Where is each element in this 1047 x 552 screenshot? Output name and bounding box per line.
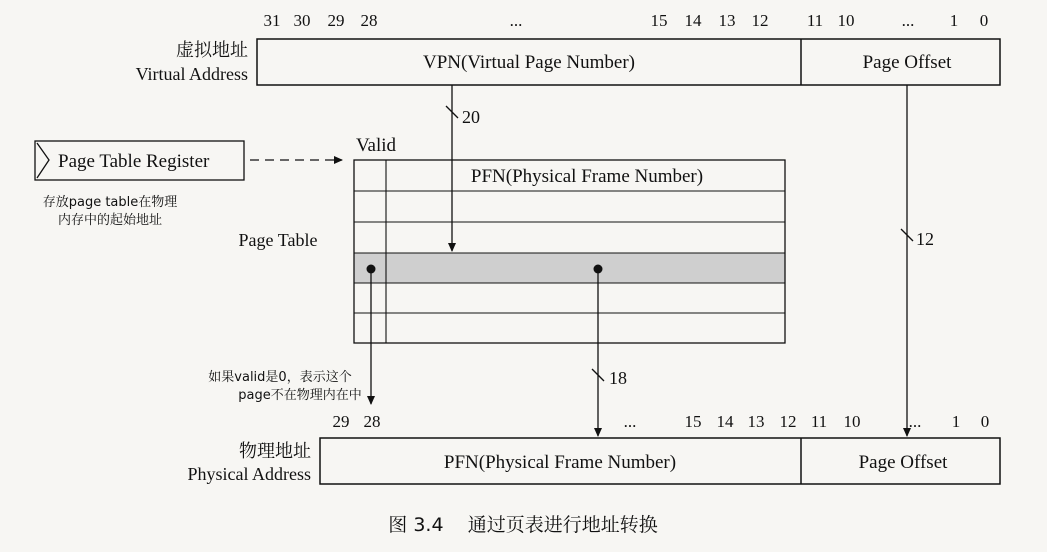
vpn-field: VPN(Virtual Page Number)	[422, 52, 636, 73]
page-table-frame	[354, 160, 785, 343]
page-table-register-chevron-icon	[37, 143, 49, 178]
offset-bus-width: 12	[916, 229, 934, 249]
valid-note-line2: page不在物理内在中	[238, 388, 362, 403]
page-table-register-label: Page Table Register	[58, 151, 210, 172]
figure-caption: 图 3.4 通过页表进行地址转换	[388, 514, 658, 536]
va-bit-15: 15	[650, 11, 668, 30]
va-bit-0: 0	[979, 11, 989, 30]
pa-bit-ellipsis-high: ...	[623, 412, 637, 431]
va-bit-10: 10	[837, 11, 855, 30]
pa-bit-13: 13	[747, 412, 765, 431]
page-table	[354, 160, 785, 343]
valid-note-line1: 如果valid是0，表示这个	[208, 370, 352, 385]
pa-pfn-field: PFN(Physical Frame Number)	[443, 452, 677, 473]
page-table-highlight-row	[354, 253, 785, 283]
pa-bit-29: 29	[332, 412, 350, 431]
va-offset-field: Page Offset	[862, 52, 952, 73]
physical-address-label-en: Physical Address	[187, 464, 311, 484]
pfn-bus-width: 18	[609, 368, 627, 388]
pa-bit-1: 1	[951, 412, 961, 431]
register-note-line2: 内存中的起始地址	[57, 213, 163, 228]
pa-bit-ellipsis-low: ...	[908, 412, 922, 431]
pa-bit-12: 12	[779, 412, 797, 431]
va-bit-29: 29	[327, 11, 345, 30]
pa-bit-11: 11	[810, 412, 828, 431]
pa-bit-28: 28	[363, 412, 381, 431]
pa-bit-0: 0	[980, 412, 990, 431]
virtual-address-bits	[264, 11, 989, 30]
page-table-register	[35, 141, 244, 180]
register-note-line1: 存放page table在物理	[42, 195, 178, 210]
page-table-header: PFN(Physical Frame Number)	[470, 166, 704, 187]
va-bit-12: 12	[751, 11, 769, 30]
va-bit-ellipsis-low: ...	[901, 11, 915, 30]
va-bit-30: 30	[293, 11, 311, 30]
pa-bit-15: 15	[684, 412, 702, 431]
page-table-label: Page Table	[238, 230, 318, 250]
va-bit-13: 13	[718, 11, 736, 30]
va-bit-31: 31	[263, 11, 281, 30]
va-bit-1: 1	[949, 11, 959, 30]
va-bit-28: 28	[360, 11, 378, 30]
virtual-address-label-cn: 虚拟地址	[176, 40, 248, 61]
pa-bit-14: 14	[716, 412, 734, 431]
pa-offset-field: Page Offset	[858, 452, 948, 473]
va-bit-14: 14	[684, 11, 702, 30]
valid-label: Valid	[355, 135, 397, 156]
va-bit-11: 11	[806, 11, 824, 30]
physical-address-label-cn: 物理地址	[239, 441, 311, 462]
vpn-bus-width: 20	[462, 107, 480, 127]
va-bit-ellipsis-high: ...	[509, 11, 523, 30]
pa-bit-10: 10	[843, 412, 861, 431]
virtual-address-label-en: Virtual Address	[135, 64, 248, 84]
physical-address-bits	[333, 412, 990, 431]
